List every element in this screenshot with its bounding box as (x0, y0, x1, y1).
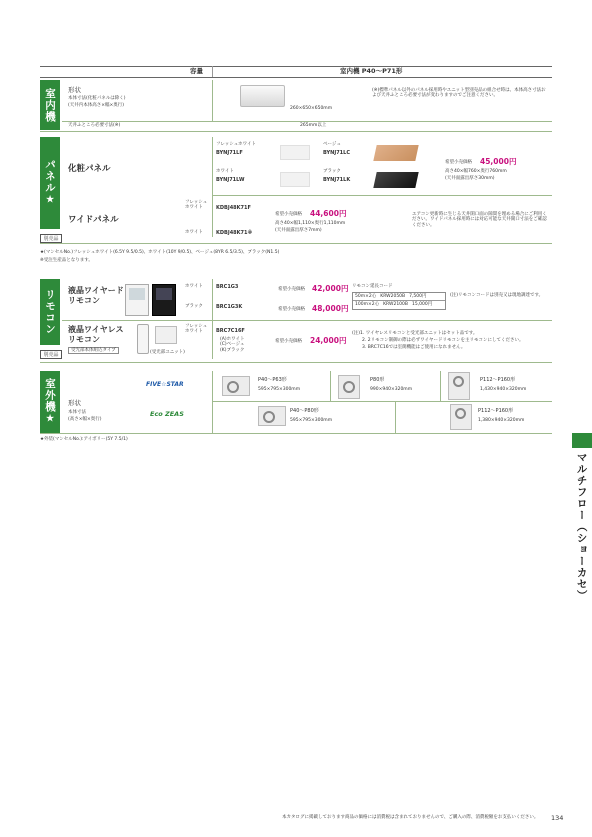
remote-cord-title: リモコン延長コード (352, 284, 393, 289)
outdoor-eco1-size: P40～P80形 (290, 408, 319, 414)
outdoor-fs1-size: P40～P63形 (258, 377, 287, 383)
remote-wired-white-image (125, 284, 149, 316)
panel-divider (212, 137, 213, 237)
remote-wired2-color: ブラック (185, 304, 203, 309)
indoor-shape-title: 形状 (68, 86, 81, 94)
outdoor-shape-desc1: 本体寸法 (68, 410, 86, 415)
panel-foot2: ※受注生産品となります。 (40, 258, 93, 263)
panel-price-label: 希望小売価格 (445, 160, 472, 165)
remote-mid-rule (62, 320, 552, 321)
panel-opt3-model: BYNJ71LW (216, 177, 245, 183)
panel-opt4-color: ブラック (323, 169, 341, 174)
remote-cord-row2: 100m×2心 KRW2100B 15,000円 (355, 302, 433, 308)
indoor-category: 室内機 (40, 80, 60, 130)
remote-wired2-price: 48,000円 (312, 304, 349, 313)
outdoor-shape-desc2: (高さ×幅×奥行) (68, 417, 102, 422)
remote-wired-name1: 液晶ワイヤード (68, 286, 124, 295)
indoor-bottom-rule (40, 131, 552, 132)
panel-wide2-model: KDBJ48K71※ (216, 230, 253, 236)
panel-wide-mark: ※ (247, 230, 253, 236)
panel-white-image (280, 172, 310, 187)
panel-foot1: ★(マンセルNo.)フレッシュホワイト(6.5Y 9.5/0.5)、ホワイト(10Y 9/0.5)、ベージュ(8YR 6.5/3.5)、ブラック(N1.5) (40, 250, 280, 255)
outdoor-brand-fivestar: FIVE☆STAR (146, 381, 184, 388)
indoor-dims: 260×650×650mm (290, 106, 333, 111)
panel-wide2-color: ホワイト (185, 230, 203, 235)
panel-price: 45,000円 (480, 157, 517, 166)
panel-opt2-model: BYNJ71LC (323, 150, 351, 156)
remote-wl-image (137, 324, 149, 354)
side-section-label: マルチフロー（ショーカセ） (575, 452, 588, 602)
remote-wl-name1: 液晶ワイヤレス (68, 325, 124, 334)
page-number: 134 (551, 814, 564, 822)
panel-wide1-model: KDBJ48K71F (216, 205, 251, 211)
indoor-ceiling-label: 天井ふところ必要寸法(※) (68, 123, 121, 128)
panel-bottom-rule (40, 243, 552, 244)
panel-bekkihin-badge: 別売品 (40, 234, 62, 243)
outdoor-shape-title: 形状 (68, 399, 81, 407)
panel-dims1: 高さ40×幅760×奥行760mm (445, 169, 507, 174)
outdoor-category: 室外機★ (40, 371, 60, 433)
outdoor-fs2-image (338, 375, 360, 399)
indoor-shape-desc1: 本体寸法(化粧パネルは除く) (68, 96, 126, 101)
unit-range: 室内機 P40～P71形 (340, 67, 403, 75)
outdoor-div3 (395, 401, 396, 433)
panel-category: パネル★ (40, 137, 60, 229)
remote-cord-row1: 50m×2心 KRW2050B 7,500円 (353, 293, 445, 301)
remote-receiver-image (155, 326, 177, 344)
header-divider (212, 66, 213, 77)
outdoor-div1 (330, 371, 331, 401)
remote-wl-note2: 2. 2リモコン制御の際は必ずワイヤードリモコンを主リモコンにしてください。 (362, 338, 524, 343)
remote-wl-name (68, 325, 123, 344)
remote-bekkihin-badge: 別売品 (40, 350, 62, 359)
indoor-shape-desc2: (天井内本体高さ×幅×奥行) (68, 103, 125, 108)
remote-bottom-rule (40, 362, 552, 363)
remote-cord-table (352, 292, 446, 310)
indoor-note: (※)標準パネル以外のパネル採用時やユニット型別売品の組合せ時は、本体高さ寸法および天井ふところ必要寸法が変わりますのでご注意ください。 (372, 88, 546, 99)
remote-wired-name2: リモコン (68, 295, 100, 305)
remote-wl-type: 受光部本体組込タイプ (68, 347, 119, 354)
panel-wide-dims1: 高さ40×幅1,110×奥行1,110mm (275, 221, 346, 226)
panel-wide-price: 44,600円 (310, 209, 347, 218)
panel-dims2: (天井面露出厚さ30mm) (445, 176, 495, 181)
outdoor-bottom-rule (40, 433, 552, 434)
remote-wl-note3: 3. BRC7C16では室簡機能はご使用になれません。 (362, 345, 466, 350)
panel-wide-price-label: 希望小売価格 (275, 212, 302, 217)
panel-name2: ワイドパネル (68, 215, 119, 225)
remote-wired2-price-label: 希望小売価格 (278, 307, 305, 312)
indoor-ceiling-value: 265mm以上 (300, 123, 327, 128)
outdoor-fs1-image (222, 376, 250, 396)
top-rule (40, 66, 552, 67)
footer-note: 本カタログに掲載しております商品の価格には消費税は含まれておりませんので、ご購入の際、消費税額をお支払いください。 (282, 815, 539, 820)
panel-opt1-color: フレッシュホワイト (216, 142, 257, 147)
side-tab-marker (572, 433, 592, 448)
outdoor-divider (212, 371, 213, 433)
remote-wl-price: 24,000円 (310, 336, 347, 345)
remote-wired1-color: ホワイト (185, 284, 203, 289)
outdoor-eco1-dims: 595×795×300mm (290, 418, 333, 423)
indoor-divider (212, 80, 213, 122)
remote-wired1-model: BRC1G3 (216, 284, 239, 290)
panel-name1: 化粧パネル (68, 164, 111, 174)
remote-wired-black-image (152, 284, 176, 316)
outdoor-div2 (440, 371, 441, 401)
remote-cord-note: (注)リモコンコードは別売又は現地調達です。 (450, 293, 544, 298)
remote-category: リモコン (40, 279, 60, 345)
outdoor-fs2-dims: 990×940×320mm (370, 387, 413, 392)
indoor-unit-image (240, 85, 285, 107)
panel-mid-rule (212, 195, 552, 196)
outdoor-eco2-image (450, 404, 472, 430)
panel-wide-note: エアコン更新時に生じる天井開口面の隙間を埋める場合にご利用ください。ワイドパネル採用時には対応可能な天井開口寸法をご確認ください。 (412, 212, 547, 228)
panel-opt3-color: ホワイト (216, 169, 234, 174)
outdoor-brand-ecozeas: Eco ZEAS (150, 410, 184, 418)
panel-opt1-model: BYNJ71LF (216, 150, 243, 156)
panel-opt2-color: ベージュ (323, 142, 341, 147)
remote-wl-opts: (A)ホワイト (C)ベージュ (K)ブラック (220, 337, 249, 353)
remote-wl-note1: (注)1. ワイヤレスリモコンと受光部ユニットはセット品です。 (352, 331, 478, 336)
remote-divider (212, 279, 213, 359)
remote-wired1-price: 42,000円 (312, 284, 349, 293)
remote-wl-name2: リモコン (68, 334, 100, 344)
indoor-rule (62, 121, 552, 122)
remote-wl-recv: (受光部ユニット) (150, 350, 185, 355)
outdoor-fs2-size: P80形 (370, 377, 385, 383)
outdoor-eco1-image (258, 406, 286, 426)
outdoor-eco2-dims: 1,380×940×320mm (478, 418, 525, 423)
panel-beige-image (373, 145, 418, 161)
panel-black-image (373, 172, 418, 188)
panel-wide1-color: フレッシュホワイト (185, 200, 208, 211)
remote-wired-name (68, 286, 124, 305)
remote-wl-model: BRC7C16F (216, 328, 245, 334)
panel-wide-dims2: (天井面露出厚さ7mm) (275, 228, 322, 233)
outdoor-mid-rule (212, 401, 552, 402)
panel-fresh-white-image (280, 145, 310, 160)
remote-wired2-model: BRC1G3K (216, 304, 243, 310)
outdoor-fs3-image (448, 372, 470, 400)
outdoor-foot: ★外装(マンセルNo.):アイボリー(5Y 7.5/1) (40, 437, 128, 442)
outdoor-fs1-dims: 595×795×300mm (258, 387, 301, 392)
remote-wl-price-label: 希望小売価格 (275, 339, 302, 344)
capacity-label: 容量 (190, 67, 203, 75)
panel-opt4-model: BYNJ71LK (323, 177, 351, 183)
outdoor-fs3-dims: 1,430×940×320mm (480, 387, 527, 392)
outdoor-eco2-size: P112～P160形 (478, 408, 514, 414)
outdoor-fs3-size: P112～P160形 (480, 377, 516, 383)
remote-wired1-price-label: 希望小売価格 (278, 287, 305, 292)
remote-wl-colors: フレッシュホワイト (185, 324, 208, 335)
header-rule (40, 77, 552, 78)
